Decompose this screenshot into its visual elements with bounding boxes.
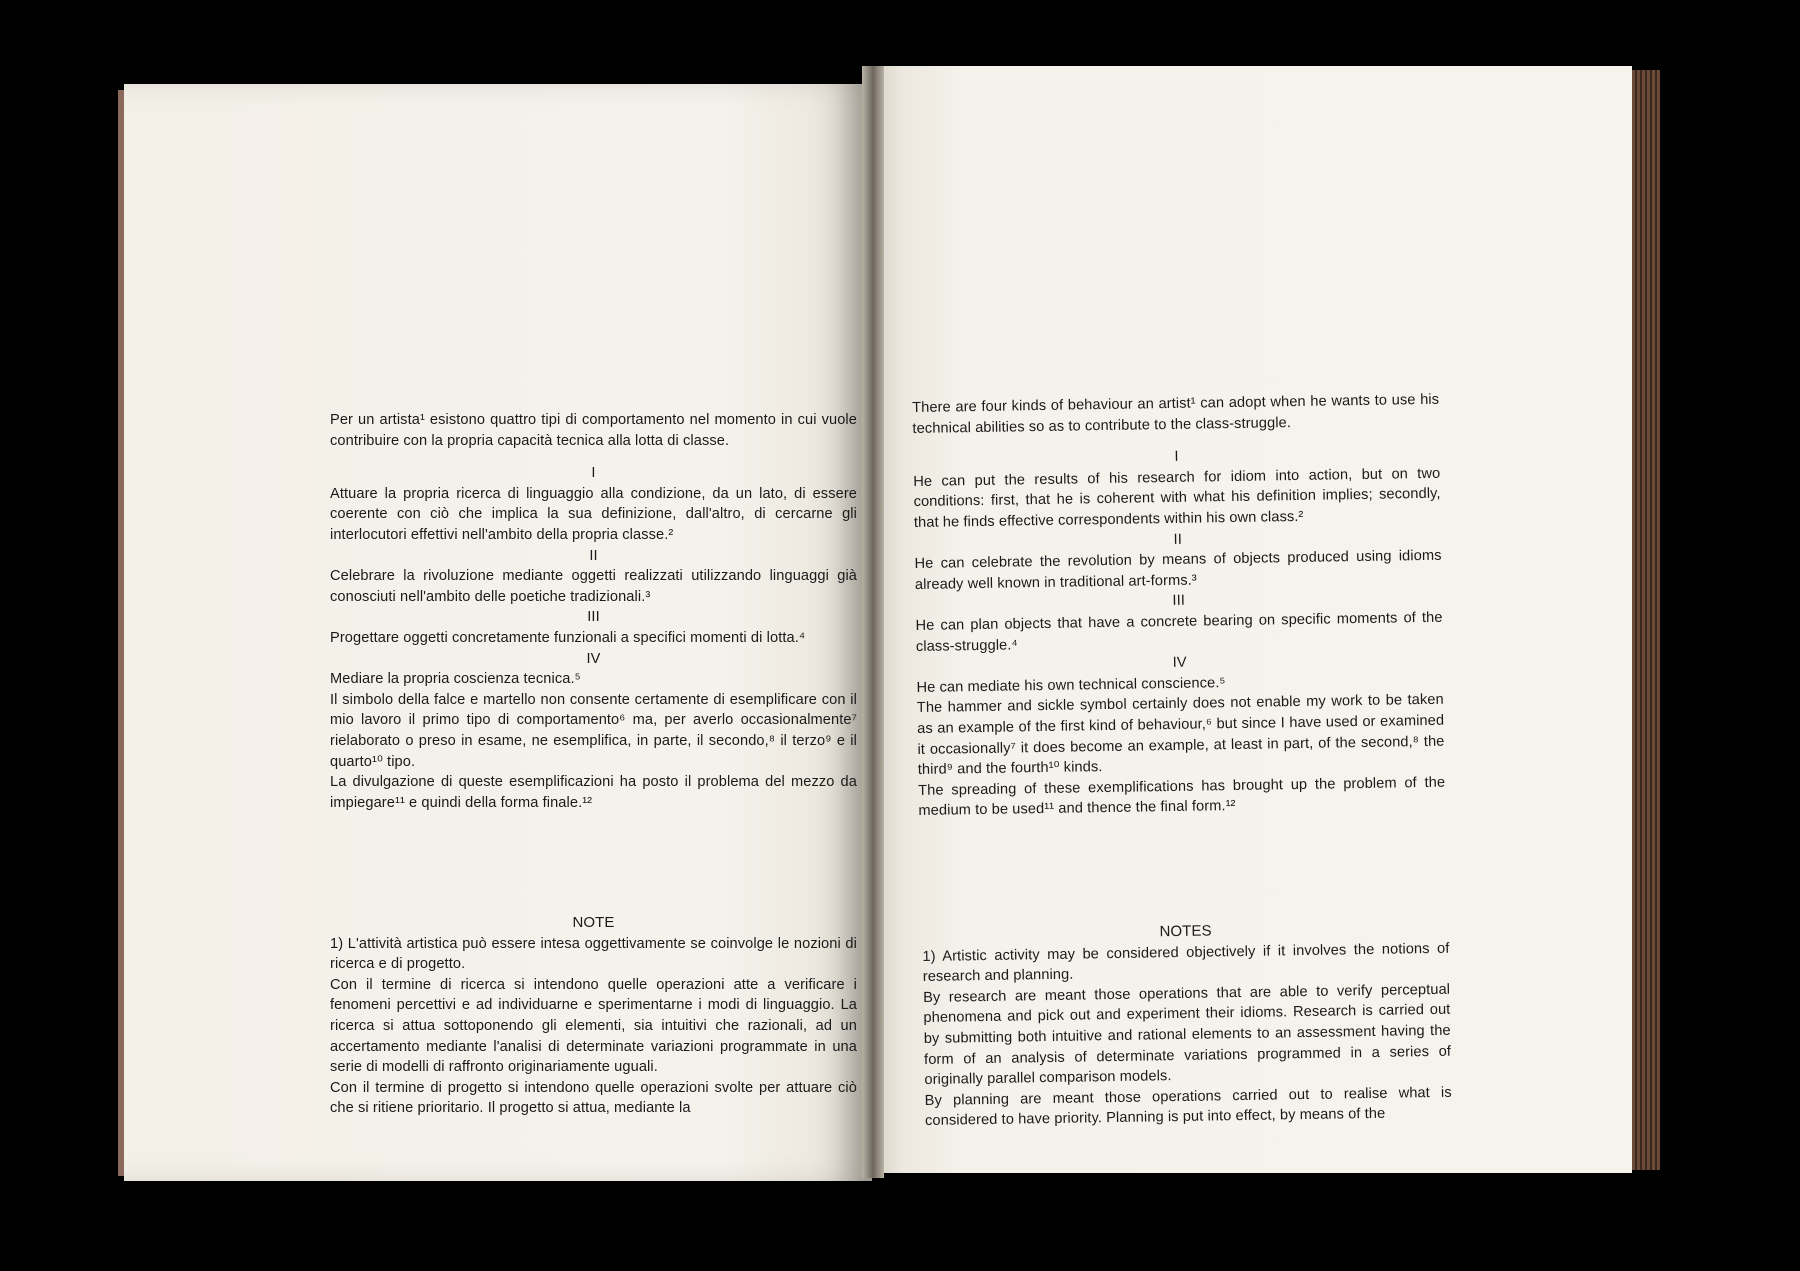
left-note-1: 1) L'attività artistica può essere intesa oggettivamente se coinvolge le nozioni di ricerca e di progetto. (330, 935, 857, 973)
right-notes-heading: NOTES (1159, 922, 1212, 941)
right-numeral-3: III (1172, 593, 1186, 610)
left-notes-heading: NOTE (572, 914, 615, 931)
left-section-2: Celebrare la rivoluzione mediante oggetti realizzati utilizzando linguaggi già conosciuti nell'ambito delle poetiche tradizionali.³ (330, 568, 857, 605)
right-body-text (912, 390, 1446, 822)
left-numeral-1: I (591, 465, 596, 482)
right-paragraph-1: The hammer and sickle symbol certainly does not enable my work to be taken as an example of the first kind of behaviour,⁶ but since I have used or examined it occasionally⁷ it does become an example, at least in part, of the second,⁸ the third⁹ and the fourth¹⁰ kinds. (916, 691, 1445, 779)
right-intro: There are four kinds of behaviour an artist¹ can adopt when he wants to use his technical abilities so as to contribute to the class-struggle. (912, 391, 1440, 437)
right-notes (922, 918, 1452, 1132)
left-notes (330, 913, 857, 1119)
left-paragraph-1: Il simbolo della falce e martello non consente certamente di esemplificare con il mio lavoro il primo tipo di comportamento⁶ ma, per averlo occasionalmente⁷ rielaborato o preso in esame, ne esemplifica, in parte, il secondo,⁸ il terzo⁹ e il quarto¹⁰ tipo. (330, 691, 857, 770)
left-intro: Per un artista¹ esistono quattro tipi di comportamento nel momento in cui vuole contribuire con la propria capacità tecnica alla lotta di classe. (330, 412, 857, 449)
left-section-4: Mediare la propria coscienza tecnica.⁵ (330, 671, 581, 688)
right-numeral-4: IV (1172, 654, 1187, 672)
right-section-4: He can mediate his own technical conscience.⁵ (916, 674, 1226, 696)
left-note-3: Con il termine di progetto si intendono quelle operazioni svolte per attuare ciò che si ritiene prioritario. Il progetto si attua, mediante la (330, 1079, 857, 1117)
right-paragraph-2: The spreading of these exemplifications has brought up the problem of the medium to be used¹¹ and thence the final form.¹² (918, 774, 1446, 820)
left-numeral-2: II (589, 547, 598, 564)
right-numeral-1: I (1174, 449, 1179, 466)
left-section-3: Progettare oggetti concretamente funzionali a specifici momenti di lotta.⁴ (330, 629, 806, 646)
right-note-1: 1) Artistic activity may be considered objectively if it involves the notions of research and planning. (922, 940, 1450, 986)
page-stack-edge (1632, 70, 1660, 1170)
left-section-1: Attuare la propria ricerca di linguaggio alla condizione, da un lato, di essere coerente con ciò che implica la sua definizione, dall'altro, di cercarne gli interlocutori effettivi nell'ambito della propria classe.² (330, 485, 857, 543)
left-numeral-3: III (587, 609, 600, 626)
left-numeral-4: IV (586, 650, 601, 667)
right-note-2: By research are meant those operations that are able to verify perceptual phenomena and pick out and experiment their idioms. Research is carried out by submitting both intuitive and rational elements to an assessment having the form of an analysis of determinate variations programmed in a series of originally parallel comparison models. (923, 981, 1452, 1089)
right-section-2: He can celebrate the revolution by means of objects produced using idioms already well known in traditional art-forms.³ (914, 547, 1442, 593)
right-note-3: By planning are meant those operations carried out to realise what is considered to have priority. Planning is put into effect, by means of the (924, 1084, 1452, 1130)
right-numeral-2: II (1173, 531, 1183, 548)
right-section-3: He can plan objects that have a concrete bearing on specific moments of the class-struggle.⁴ (915, 609, 1443, 655)
book-gutter (862, 66, 884, 1178)
right-section-1: He can put the results of his research for idiom into action, but on two conditions: first, that he is coherent with what his definition implies; secondly, that he finds effective correspondents within his own class.² (913, 465, 1441, 531)
left-body-text (330, 410, 857, 813)
left-paragraph-2: La divulgazione di queste esemplificazioni ha posto il problema del mezzo da impiegare¹¹ e quindi della forma finale.¹² (330, 774, 857, 811)
left-note-2: Con il termine di ricerca si intendono quelle operazioni atte a verificare i fenomeni percettivi e ad individuarne e sperimentarne i modi di linguaggio. La ricerca si attua sottoponendo gli elementi, sia intuitivi che razionali, ad un accertamento mediante l'analisi di determinate variazioni programmate in una serie di modelli di raffronto originariamente uguali. (330, 976, 857, 1076)
